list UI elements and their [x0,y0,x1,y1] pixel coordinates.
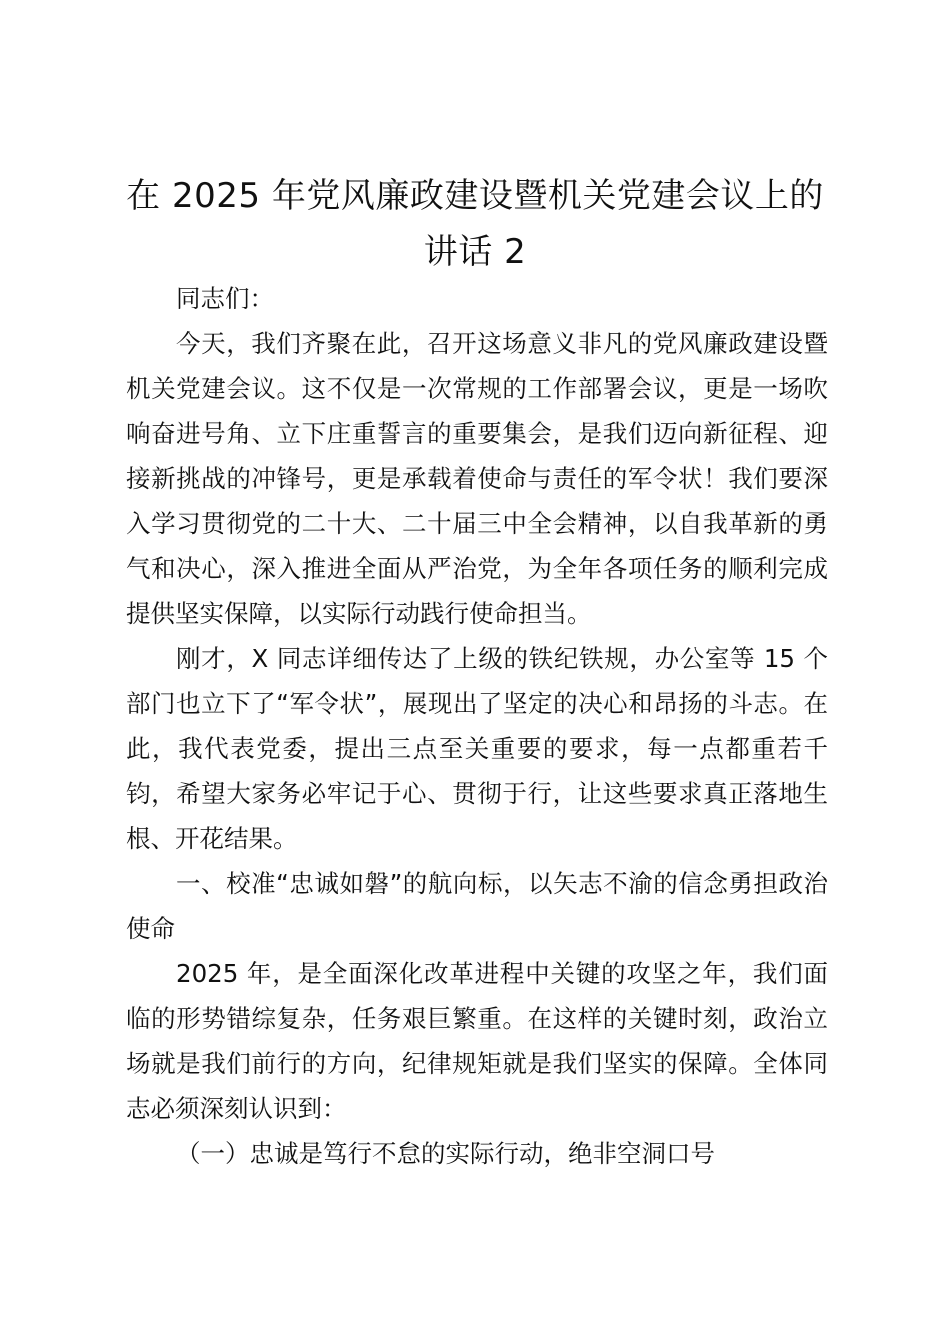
subheading-1: （一）忠诚是笃行不怠的实际行动，绝非空洞口号 [176,1139,715,1168]
section-heading-1: 一、校准“忠诚如磐”的航向标，以矢志不渝的信念勇担政治使命 [126,869,828,943]
paragraph-section-1: 2025 年，是全面深化改革进程中关键的攻坚之年，我们面临的形势错综复杂，任务艰巨繁重。在这样的关键时刻，政治立场就是我们前行的方向，纪律规矩就是我们坚实的保障。全体同志必须深刻认识到： [126,959,828,1123]
salutation: 同志们： [176,284,274,313]
document-title: 在 2025 年党风廉政建设暨机关党建会议上的讲话 2 [126,176,824,272]
document-body [126,276,828,1176]
paragraph-opening: 今天，我们齐聚在此，召开这场意义非凡的党风廉政建设暨机关党建会议。这不仅是一次常规的工作部署会议，更是一场吹响奋进号角、立下庄重誓言的重要集会，是我们迈向新征程、迎接新挑战的冲锋号，更是承载着使命与责任的军令状！我们要深入学习贯彻党的二十大、二十届三中全会精神，以自我革新的勇气和决心，深入推进全面从严治党，为全年各项任务的顺利完成提供坚实保障，以实际行动践行使命担当。 [126,329,828,628]
paragraph-requirements: 刚才，X 同志详细传达了上级的铁纪铁规，办公室等 15 个部门也立下了“军令状”，展现出了坚定的决心和昂扬的斗志。在此，我代表党委，提出三点至关重要的要求，每一点都重若千钧，希望大家务必牢记于心、贯彻于行，让这些要求真正落地生根、开花结果。 [126,644,828,853]
